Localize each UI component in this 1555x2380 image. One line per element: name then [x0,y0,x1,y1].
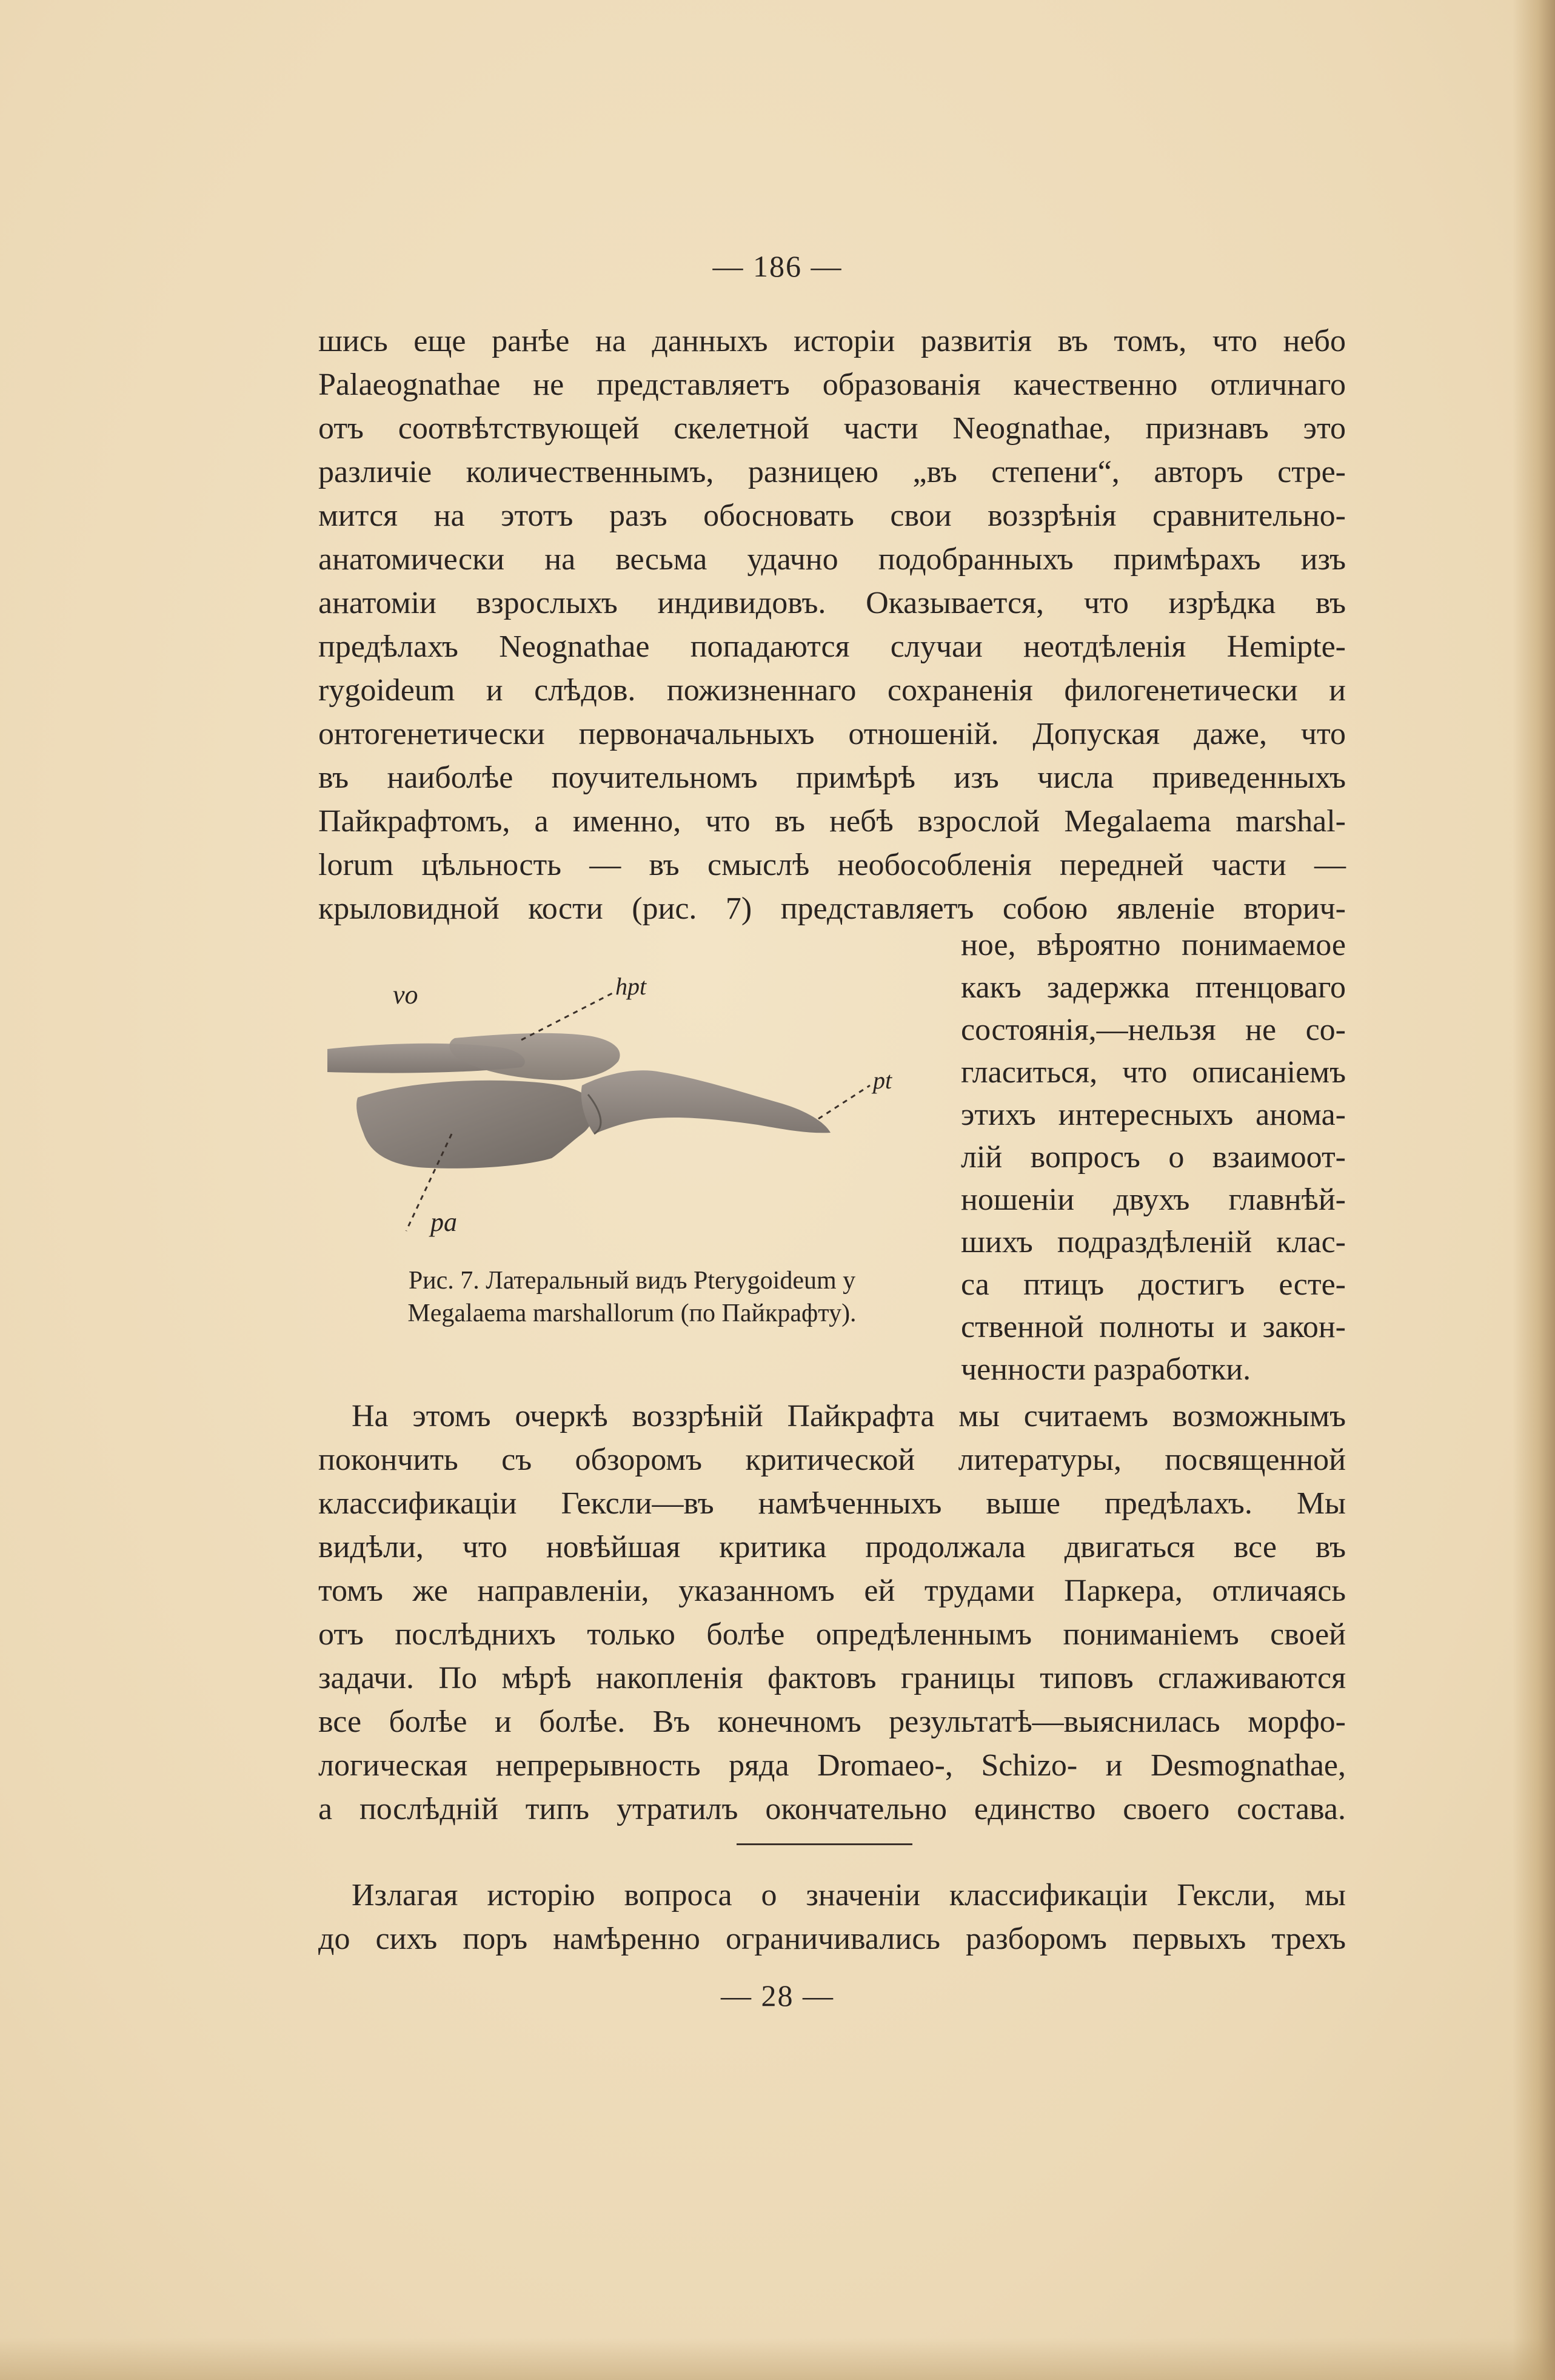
figure-caption-line-2: Megalaema marshallorum (по Пайкрафту). [407,1299,857,1327]
text-line: мится на этотъ разъ обосновать свои воззрѣнія сравнительно- [318,498,1346,533]
folio-page-number: — 28 — [721,1979,834,2013]
side-text-line: гласиться, что описаніемъ [961,1055,1346,1090]
label-hpt: hpt [615,973,647,1000]
text-line: анатомически на весьма удачно подобранныхъ примѣрахъ изъ [318,542,1346,577]
pterygoid-shape [581,1070,831,1134]
hemipterygoid-shape [449,1033,620,1080]
text-line: а послѣдній типъ утратилъ окончательно единство своего состава. [318,1792,1346,1826]
label-vo: vo [393,980,418,1010]
side-text-line: ственной полноты и закон- [961,1310,1346,1344]
text-line: онтогенетически первоначальныхъ отношеній. Допуская даже, что [318,717,1346,751]
text-line: шись еще ранѣе на данныхъ исторіи развитія въ томъ, что небо [318,324,1346,358]
label-pt: pt [873,1067,892,1094]
side-text-line: лій вопросъ о взаимоот- [961,1140,1346,1175]
side-text-line: какъ задержка птенцоваго [961,970,1346,1005]
side-text-line: ченности разработки. [961,1352,1251,1387]
running-head-page-number: — 186 — [712,249,843,283]
page-bottom-shadow [0,2338,1555,2380]
side-text-line: ношеніи двухъ главнѣй- [961,1182,1346,1217]
side-text-line: этихъ интересныхъ анома- [961,1098,1346,1132]
text-line: различіе количественнымъ, разницею „въ степени“, авторъ стре- [318,455,1346,489]
text-line: видѣли, что новѣйшая критика продолжала двигаться все въ [318,1530,1346,1564]
side-text-line: ное, вѣроятно понимаемое [961,928,1346,962]
text-line: отъ послѣднихъ только болѣе опредѣленнымъ пониманіемъ своей [318,1617,1346,1652]
text-line: логическая непрерывность ряда Dromaeo-, Schizo- и Desmognathae, [318,1748,1346,1783]
text-line: все болѣе и болѣе. Въ конечномъ результатѣ—выяснилась морфо- [318,1705,1346,1739]
text-line: въ наиболѣе поучительномъ примѣрѣ изъ числа приведенныхъ [318,760,1346,795]
page-edge-shadow [1513,0,1555,2380]
text-line: Излагая исторію вопроса о значеніи классификаціи Гексли, мы [352,1878,1346,1912]
text-line: отъ соотвѣтствующей скелетной части Neognathae, признавъ это [318,411,1346,446]
palatine-shape [356,1081,594,1168]
section-divider [737,1843,912,1845]
text-line: классификаціи Гексли—въ намѣченныхъ выше предѣлахъ. Мы [318,1486,1346,1521]
pterygoid-illustration [321,970,940,1255]
text-line: томъ же направленіи, указанномъ ей трудами Паркера, отличаясь [318,1574,1346,1608]
text-line: крыловидной кости (рис. 7) представляетъ собою явленіе вторич- [318,891,1346,926]
text-line: до сихъ поръ намѣренно ограничивались разборомъ первыхъ трехъ [318,1922,1346,1956]
text-line: lorum цѣльность — въ смыслѣ необособленія передней части — [318,848,1346,882]
label-pa: pa [430,1207,457,1237]
text-line: задачи. По мѣрѣ накопленія фактовъ границы типовъ сглаживаются [318,1661,1346,1695]
side-text-line: шихъ подраздѣленій клас- [961,1225,1346,1259]
text-line: покончить съ обзоромъ критической литературы, посвященной [318,1443,1346,1477]
side-text-line: состоянія,—нельзя не со- [961,1013,1346,1047]
text-line: rygoideum и слѣдов. пожизненнаго сохраненія филогенетически и [318,673,1346,708]
text-line: На этомъ очеркѣ воззрѣній Пайкрафта мы считаемъ возможнымъ [352,1399,1346,1433]
text-line: анатоміи взрослыхъ индивидовъ. Оказывается, что изрѣдка въ [318,586,1346,620]
text-line: Palaeognathae не представляетъ образованія качественно отличнаго [318,367,1346,402]
figure-caption-line-1: Рис. 7. Латеральный видъ Pterygoideum у [408,1267,856,1295]
text-line: Пайкрафтомъ, а именно, что въ небѣ взрослой Megalaema marshal- [318,804,1346,839]
text-line: предѣлахъ Neognathae попадаются случаи неотдѣленія Hemipte- [318,629,1346,664]
side-text-line: са птицъ достигъ есте- [961,1267,1346,1302]
